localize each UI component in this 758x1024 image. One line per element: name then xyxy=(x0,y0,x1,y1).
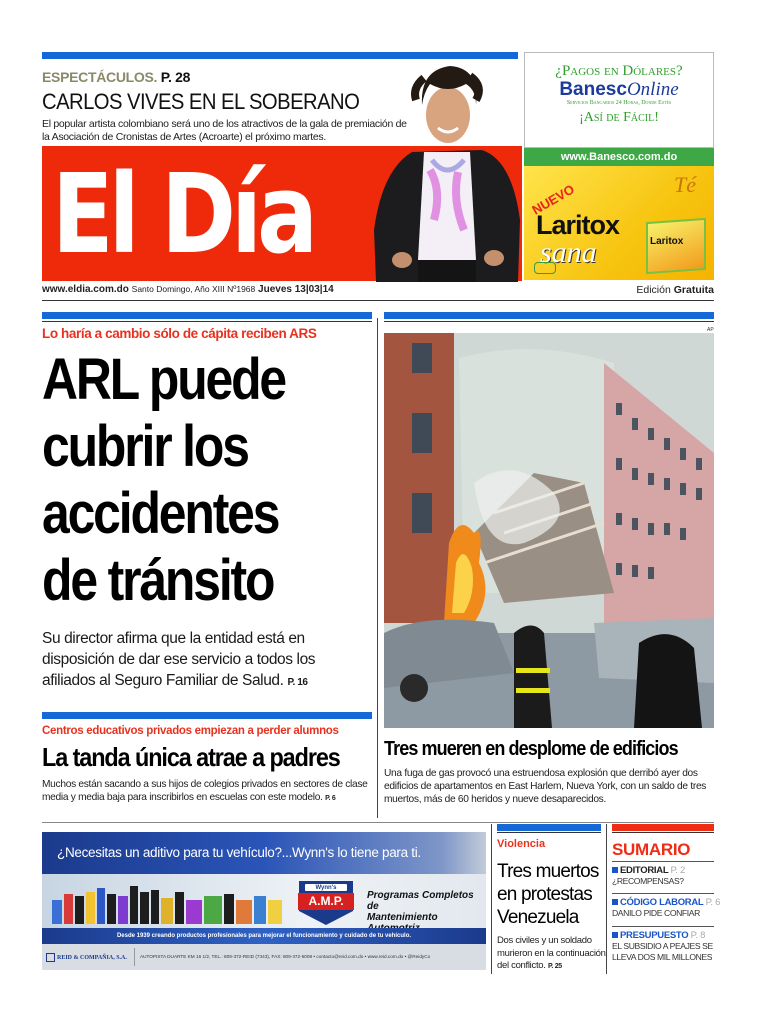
reid-contact: AUTOPISTA DUARTE KM 16 1/2, TEL.: 809-372-REID (7343), FAX: 809-372-6008 • contacto@reid.com.do • www.reid.com.do • @ReidyCo xyxy=(140,954,431,959)
lead-description xyxy=(42,628,372,693)
sumario-item-page: P. 8 xyxy=(690,930,706,941)
edition-value: Gratuita xyxy=(673,284,714,296)
sumario-item-label: EDITORIAL xyxy=(620,865,669,876)
edition-text: Edición xyxy=(636,284,671,296)
laritox-sub: sana xyxy=(540,236,597,269)
education-page-ref: P. 6 xyxy=(325,795,336,802)
column-separator xyxy=(377,318,378,818)
newspaper-logo[interactable]: El Día xyxy=(52,150,314,278)
edition-label xyxy=(636,284,714,296)
violencia-divider xyxy=(497,832,601,833)
bullet-square-icon xyxy=(612,867,618,873)
sumario-item-text: DANILO PIDE CONFIAR xyxy=(612,908,700,918)
teaser-headline[interactable]: CARLOS VIVES EN EL SOBERANO xyxy=(42,89,360,114)
bullet-square-icon xyxy=(612,932,618,938)
laritox-brand-name: Laritox xyxy=(536,210,620,240)
reid-logo-icon xyxy=(46,953,55,962)
lead-description-text: Su director afirma que la entidad está en disposición de dar ese servicio a todos los afiliados al Seguro Familiar de Salud. xyxy=(42,630,316,689)
sumario-item-divider xyxy=(612,893,714,894)
carlos-vives-photo[interactable] xyxy=(372,60,522,282)
wynns-strip: Desde 1939 creando productos profesionales para mejorar el funcionamiento y cuidado de tu vehículo. xyxy=(42,928,486,944)
sumario-item-head xyxy=(612,865,714,876)
laritox-new-badge: NUEVO xyxy=(529,181,577,218)
building-collapse-photo[interactable] xyxy=(384,333,714,728)
sumario-item-presupuesto[interactable] xyxy=(612,930,714,963)
banesco-brand-online: Online xyxy=(626,79,679,100)
sumario-item-head xyxy=(612,897,721,908)
sumario-item-text: EL SUBSIDIO A PEAJES SE LLEVA DOS MIL MILLONES xyxy=(612,941,713,962)
wynns-badge-program: A.M.P. xyxy=(298,893,354,910)
education-kicker: Centros educativos privados empiezan a perder alumnos xyxy=(42,725,339,737)
sumario-item-head xyxy=(612,930,714,941)
lead-headline-line: accidentes xyxy=(42,481,279,546)
bottom-divider xyxy=(42,822,714,823)
sumario-item-codigo-laboral[interactable] xyxy=(612,897,721,919)
sumario-title: SUMARIO xyxy=(612,840,691,859)
wynns-headline: ¿Necesitas un aditivo para tu vehículo?...Wynn's lo tiene para ti. xyxy=(42,832,486,874)
sumario-item-text: ¿RECOMPENSAS? xyxy=(612,876,684,886)
wynns-ad[interactable] xyxy=(42,832,486,970)
photo-accent-bar xyxy=(384,312,714,319)
top-accent-bar xyxy=(42,52,518,59)
dateline-divider xyxy=(42,300,714,301)
violencia-description xyxy=(497,935,607,974)
sumario-item-divider xyxy=(612,861,714,862)
banesco-brand-name: Banesc xyxy=(559,79,627,100)
banesco-slogan: ¡Así de Fácil! xyxy=(579,110,659,125)
photo-divider xyxy=(384,321,714,322)
sumario-divider xyxy=(612,832,714,833)
wynns-badge-brand: Wynn's xyxy=(304,883,348,892)
photo-story-headline[interactable]: Tres mueren en desplome de edificios xyxy=(384,738,678,760)
reid-company xyxy=(46,953,127,962)
teaser-section-label: ESPECTÁCULOS. xyxy=(42,69,158,85)
teaser-page: P. 28 xyxy=(160,69,191,85)
teaser-description: El popular artista colombiano será uno de los atractivos de la gala de premiación de la Asociación de Cronistas de Artes (Acroarte) el próximo martes. xyxy=(42,118,407,143)
wynns-footer-separator xyxy=(134,948,135,966)
education-headline[interactable]: La tanda única atrae a padres xyxy=(42,742,340,772)
sumario-item-label: PRESUPUESTO xyxy=(620,930,689,941)
lead-headline-line: cubrir los xyxy=(42,414,248,479)
banesco-tagline: Servicios Bancarios 24 Horas, Donde Estés xyxy=(566,100,672,106)
laritox-variant: Té xyxy=(674,172,696,197)
violencia-kicker: Violencia xyxy=(497,838,546,850)
laritox-seal-icon xyxy=(534,262,556,274)
sumario-item-label: CÓDIGO LABORAL xyxy=(620,897,704,908)
wynns-products-image xyxy=(50,882,290,926)
laritox-box-label: Laritox xyxy=(650,236,684,247)
reid-company-name: REID & COMPAÑIA, S.A. xyxy=(57,954,127,961)
wynns-program-line: Mantenimiento xyxy=(367,912,438,923)
column-separator xyxy=(491,824,492,974)
lead-headline[interactable] xyxy=(42,346,326,614)
sumario-item-divider xyxy=(612,926,714,927)
sumario-accent-bar xyxy=(612,824,714,831)
sumario-item-editorial[interactable] xyxy=(612,865,714,887)
wynns-program-line: Programas Completos de xyxy=(367,890,474,912)
dateline xyxy=(42,284,334,295)
banesco-ad[interactable] xyxy=(524,52,714,148)
banesco-question: ¿Pagos en Dólares? xyxy=(555,63,683,79)
dateline-place: Santo Domingo, Año XIII Nº1968 xyxy=(131,284,256,294)
banesco-brand xyxy=(525,80,713,100)
bullet-square-icon xyxy=(612,899,618,905)
sumario-item-page: P. 2 xyxy=(670,865,685,876)
issue-date: Jueves 13|03|14 xyxy=(258,284,334,295)
lead-kicker: Lo haría a cambio sólo de cápita reciben ARS xyxy=(42,326,317,341)
education-description xyxy=(42,778,382,805)
banesco-url-link[interactable]: www.Banesco.com.do xyxy=(524,148,714,166)
lead-headline-line: de tránsito xyxy=(42,548,274,613)
photo-credit: AP xyxy=(707,327,714,333)
education-description-text: Muchos están sacando a sus hijos de colegios privados en sectores de clase media y media baja para inscribirlos en escuelas con este modelo. xyxy=(42,779,368,803)
lead-accent-bar xyxy=(42,312,372,319)
violencia-headline[interactable]: Tres muertos en protestas Venezuela xyxy=(497,861,599,928)
lead-headline-line: ARL puede xyxy=(42,347,286,412)
violencia-page-ref: P. 25 xyxy=(547,963,562,970)
violencia-accent-bar xyxy=(497,824,601,831)
sumario-item-page: P. 6 xyxy=(705,897,721,908)
lead-divider xyxy=(42,321,372,322)
laritox-ad[interactable] xyxy=(524,166,714,280)
site-url[interactable]: www.eldia.com.do xyxy=(42,284,129,295)
lead-page-ref: P. 16 xyxy=(287,677,308,688)
education-accent-bar xyxy=(42,712,372,719)
photo-story-description: Una fuga de gas provocó una estruendosa explosión que derribó ayer dos edificios de apartamentos en East Harlem, Nueva York, con un saldo de tres muertos, más de 60 heridos y nueve desaparecidos. xyxy=(384,768,707,805)
violencia-description-text: Dos civiles y un soldado murieron en la continuación del conflicto. xyxy=(497,935,606,971)
teaser-section[interactable] xyxy=(42,69,190,85)
